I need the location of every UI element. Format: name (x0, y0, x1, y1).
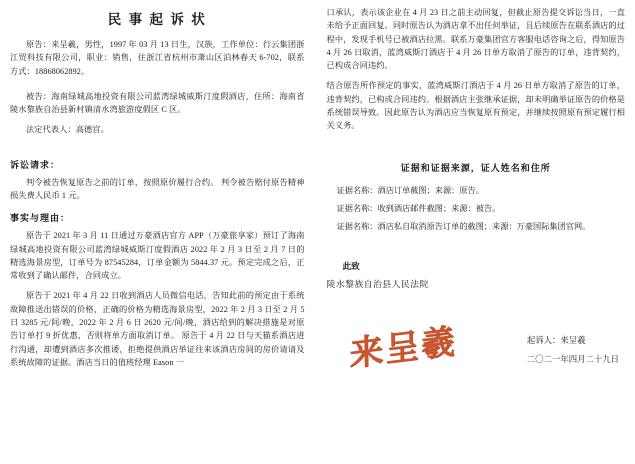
signer-line (527, 332, 619, 350)
facts-paragraph-1: 原告于 2021 年 3 月 11 日通过万豪酒店官方 APP（万豪旅享家）预订了海南绿城高地投资有限公司蓝湾绿城威斯汀度假酒店 2022 年 2 月 3 日至 2 月 7 日的精选海景房型，订单号为 87545284，订单金额为 5844.37 元。预定完成之后，正常收到了确认邮件，合同成立。 (10, 231, 305, 281)
signer-name: 来呈羲 (560, 336, 586, 346)
facts-paragraph-2: 原告于 2021 年 4 月 22 日收到酒店人员微信电话，告知此前的预定由于系统故障推送出错误的价格，正确的价格为精选海景房型，2022 年 2 月 3 日至 2 月 5 日 3285 元/间/晚，2022 年 2 月 6 日 2620 元/间/晚，酒店给到的解决措施是对原告订单打 9 折优惠，否则将单方面取消订单。 原告于 4 月 22 日与天猫系酒店进行沟通，却遭到酒店多次推诿，拒绝提供酒店举证往来该酒店房间的房价请请及系统故障的证据。酒店当日的值班经理 Eason 一 (10, 291, 305, 367)
facts-heading: 事实与理由： (10, 213, 71, 224)
evidence-item-1: 证据名称：酒店订单截图；来源：原告。 (336, 185, 484, 195)
right-column (325, 6, 625, 460)
page-title: 民 事 起 诉 状 (107, 12, 207, 27)
left-column (10, 6, 311, 460)
closing-word: 此致 (342, 261, 360, 272)
facts-paragraph-4: 结合原告所作预定的事实，蓝湾威斯汀酒店于 4 月 26 日单方取消了原告的订单，违背契约，已构成合同违约。根据酒店主张继承证据，却未明确举证原告的价格是系统错误导致。因此原告认为酒店应当恢复原有预定，并继续按照原有预定履行相关义务。 (326, 81, 625, 131)
handwritten-signature (349, 314, 457, 376)
signer-block (527, 332, 619, 369)
evidence-heading: 证据和证据来源，证人姓名和住所 (400, 162, 551, 173)
legal-representative: 法定代表人：高德宫。 (26, 125, 109, 135)
evidence-item-3: 证据名称：酒店私自取消原告订单的截图；来源：万豪国际集团官网。 (336, 222, 591, 232)
signature-area (327, 314, 625, 400)
spacer (327, 140, 625, 152)
claim-item: 判令被告恢复原告之前的订单，按照原价履行合约。 判令被告赔付原告精神损失费人民币 1 元。 (10, 177, 305, 200)
signature-date: 二〇二一年四月二十九日 (526, 354, 619, 364)
spacer (327, 238, 625, 250)
defendant-paragraph: 被告：海南绿城高地投资有限公司蓝湾绿城威斯汀度假酒店，住所：海南省陵水黎族自治县新村镇清水湾旅游度假区 C 区。 (10, 91, 305, 115)
signature-glyph: 来呈羲 (348, 323, 457, 375)
plaintiff-paragraph: 原告：来呈羲，男性，1997 年 03 月 13 日生，汉族，工作单位：行云集团浙江贸科技有限公司，职业：销售，住浙江省杭州市萧山区泊林春天 6-702，联系方式：18868062892。 (10, 40, 305, 76)
court-name: 陵水黎族自治县人民法院 (326, 279, 429, 290)
evidence-item-2: 证据名称：收到酒店邮件截图；来源：被告。 (336, 203, 501, 213)
facts-paragraph-3: 口承认，表示该企业在 4 月 23 日之前主动回复，但截止原告提交诉讼当日，一直未给予正面回复。同时原告认为酒店拿不出任何举证，且后续原告在联系酒店的过程中，发现手机号已被酒店拉黑。联系万豪集团官方客服电话咨询之后，得知原告 4 月 26 日取消，蓝湾威斯汀酒店于 4 月 26 日单方取消了原告的订单，违背契约，已构成合同违约。 (326, 8, 625, 71)
signer-label: 起诉人： (526, 336, 561, 346)
claims-heading: 诉讼请求： (10, 159, 61, 170)
spacer (10, 144, 305, 149)
